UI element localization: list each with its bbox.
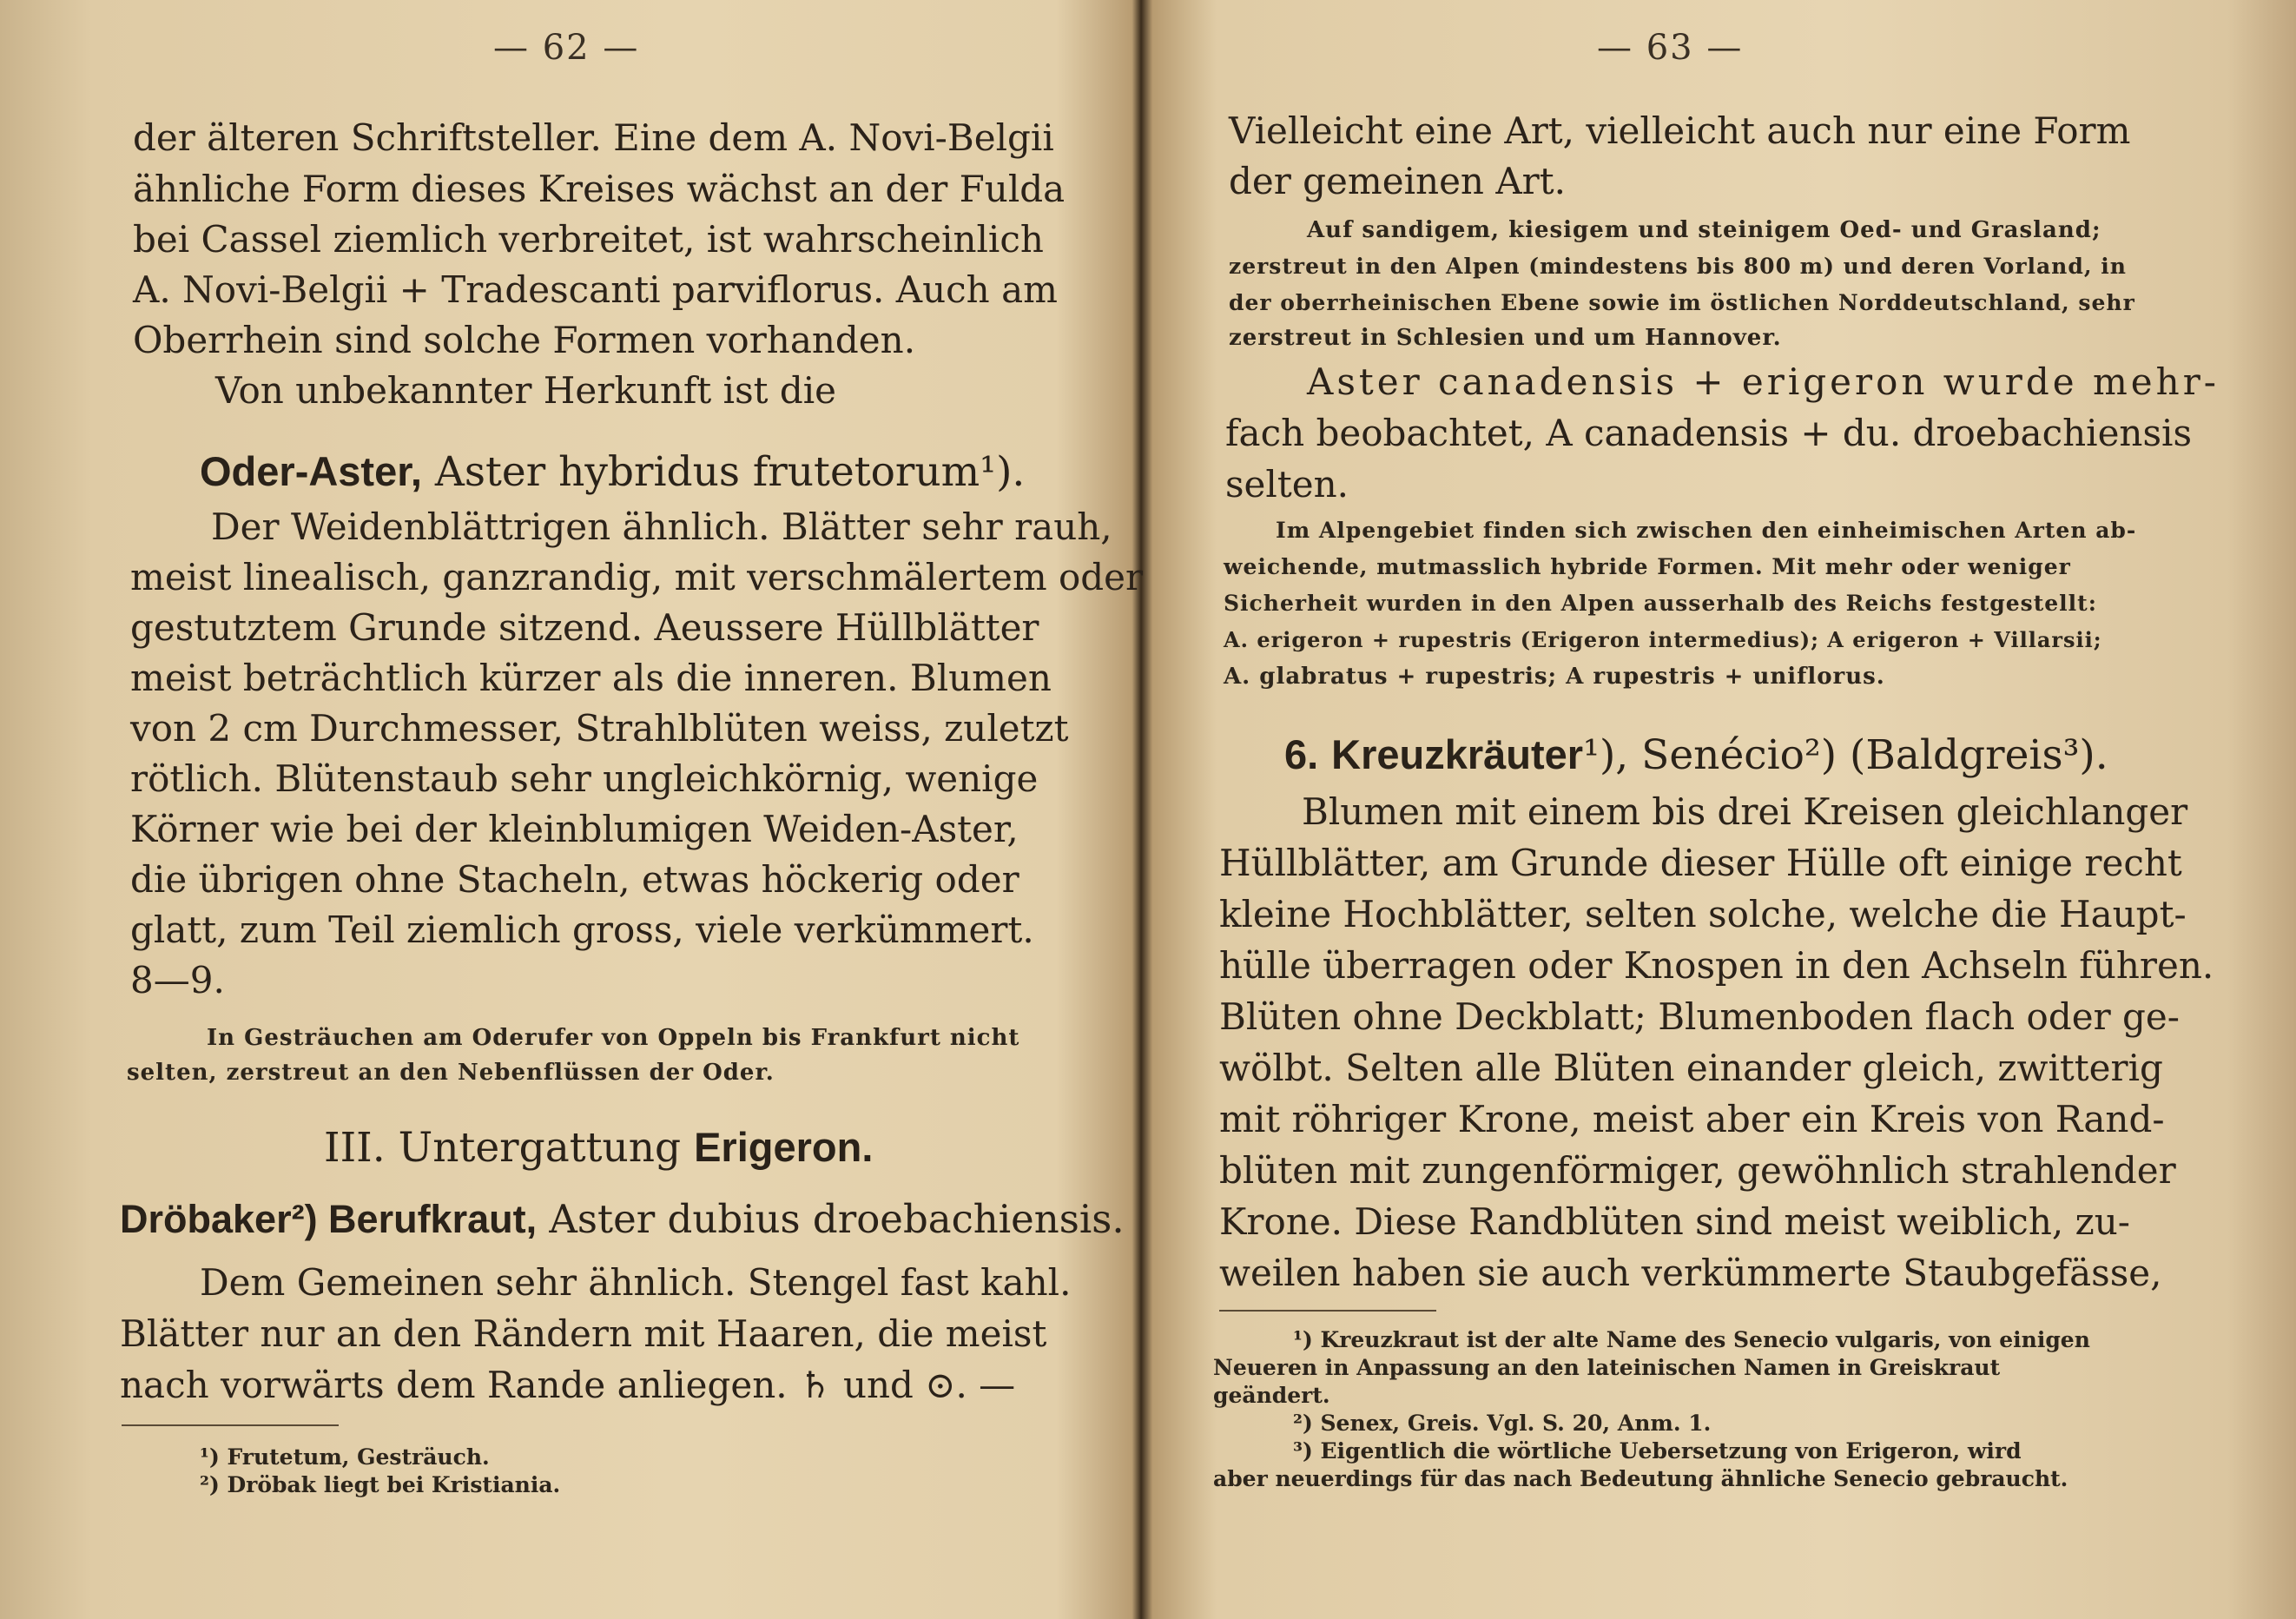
text-line: nach vorwärts dem Rande anliegen. ♄ und ⊙. — — [120, 1364, 1016, 1406]
text-line: der gemeinen Art. — [1229, 160, 1566, 202]
heading-rest: Aster dubius droebachiensis. — [537, 1196, 1125, 1242]
text-line: Körner wie bei der kleinblumigen Weiden-Aster, — [130, 808, 1019, 850]
text-line: selten. — [1225, 463, 1349, 506]
hybrid-note: A. glabratus + rupestris; A rupestris + uniflorus. — [1224, 664, 1885, 690]
footnote: ¹) Kreuzkraut ist der alte Name des Senecio vulgaris, von einigen — [1293, 1327, 2090, 1352]
text-line: 8—9. — [130, 959, 225, 1001]
text-line: Hüllblätter, am Grunde dieser Hülle oft einige recht — [1219, 842, 2182, 884]
subgenus-plain: III. Untergattung — [324, 1124, 695, 1172]
hybrid-note: A. erigeron + rupestris (Erigeron intermedius); A erigeron + Villarsii; — [1224, 627, 2102, 652]
locality-note: selten, zerstreut an den Nebenflüssen der Oder. — [127, 1060, 775, 1086]
locality-note: der oberrheinischen Ebene sowie im östlichen Norddeutschland, sehr — [1229, 290, 2135, 315]
text-line: weilen haben sie auch verkümmerte Staubgefässe, — [1219, 1252, 2162, 1294]
footnote-rule — [122, 1424, 339, 1426]
heading-bold: Oder-Aster, — [200, 448, 422, 494]
locality-note: In Gesträuchen am Oderufer von Oppeln bis Frankfurt nicht — [207, 1025, 1020, 1051]
text-line: Blätter nur an den Rändern mit Haaren, die meist — [120, 1312, 1047, 1355]
genus-heading-kreuzkraeuter — [1284, 728, 2108, 783]
text-line: Blumen mit einem bis drei Kreisen gleichlanger — [1302, 790, 2188, 833]
page-number: — 63 — — [1597, 28, 1744, 68]
text-line: blüten mit zungenförmiger, gewöhnlich strahlender — [1219, 1149, 2176, 1192]
species-heading-droebaker — [120, 1193, 1125, 1246]
heading-bold: Kreuzkräuter — [1331, 731, 1584, 777]
footnote-rule — [1219, 1310, 1436, 1312]
text-line: Krone. Diese Randblüten sind meist weiblich, zu- — [1219, 1200, 2130, 1243]
locality-note: zerstreut in den Alpen (mindestens bis 800 m) und deren Vorland, in — [1229, 254, 2127, 279]
footnote: ²) Senex, Greis. Vgl. S. 20, Anm. 1. — [1293, 1411, 1712, 1436]
text-line: mit röhriger Krone, meist aber ein Kreis von Rand- — [1219, 1098, 2165, 1140]
text-line: kleine Hochblätter, selten solche, welche die Haupt- — [1219, 893, 2187, 935]
subgenus-bold: Erigeron. — [694, 1124, 874, 1170]
text-line: Der Weidenblättrigen ähnlich. Blätter sehr rauh, — [211, 506, 1112, 548]
subgenus-heading — [324, 1120, 873, 1175]
text-line: Blüten ohne Deckblatt; Blumenboden flach oder ge- — [1219, 995, 2180, 1038]
text-line: Oberrhein sind solche Formen vorhanden. — [133, 319, 916, 361]
text-line: glatt, zum Teil ziemlich gross, viele verkümmert. — [130, 909, 1034, 951]
footnote: ²) Dröbak liegt bei Kristiania. — [200, 1472, 561, 1497]
text-line: bei Cassel ziemlich verbreitet, ist wahrscheinlich — [133, 218, 1044, 261]
text-line: meist beträchtlich kürzer als die inneren. Blumen — [130, 657, 1052, 699]
heading-bold: Dröbaker²) Berufkraut, — [120, 1197, 538, 1241]
heading-rest: Aster hybridus frutetorum¹). — [421, 448, 1026, 496]
text-line: A. Novi-Belgii + Tradescanti parviflorus. Auch am — [133, 268, 1058, 311]
right-page — [1154, 0, 2296, 1619]
text-line: der älteren Schriftsteller. Eine dem A. Novi-Belgii — [133, 116, 1054, 159]
text-line: hülle überragen oder Knospen in den Achseln führen. — [1219, 944, 2214, 987]
text-line: von 2 cm Durchmesser, Strahlblüten weiss, zuletzt — [130, 707, 1069, 750]
footnote: ¹) Frutetum, Gesträuch. — [200, 1444, 490, 1470]
footnote: aber neuerdings für das nach Bedeutung ähnliche Senecio gebraucht. — [1213, 1466, 2068, 1491]
text-line: gestutztem Grunde sitzend. Aeussere Hüllblätter — [130, 606, 1039, 649]
footnote: Neueren in Anpassung an den lateinischen Namen in Greiskraut — [1213, 1355, 2001, 1380]
locality-note: zerstreut in Schlesien und um Hannover. — [1229, 325, 1782, 351]
text-line: Aster canadensis + erigeron wurde mehr- — [1307, 360, 2220, 403]
hybrid-note: Im Alpengebiet finden sich zwischen den einheimischen Arten ab- — [1276, 518, 2137, 543]
left-page — [0, 0, 1142, 1619]
text-line: Vielleicht eine Art, vielleicht auch nur eine Form — [1229, 109, 2131, 152]
locality-note: Auf sandigem, kiesigem und steinigem Oed- und Grasland; — [1307, 217, 2101, 243]
text-line: ähnliche Form dieses Kreises wächst an der Fulda — [133, 168, 1066, 210]
heading-rest: ¹), Senécio²) (Baldgreis³). — [1583, 731, 2108, 779]
page-number: — 62 — — [493, 28, 640, 68]
hybrid-note: Sicherheit wurden in den Alpen ausserhalb des Reichs festgestellt: — [1224, 591, 2097, 616]
footnote: geändert. — [1213, 1383, 1330, 1408]
species-heading-oder-aster — [200, 445, 1025, 499]
section-number: 6. — [1284, 731, 1319, 777]
text-line: fach beobachtet, A canadensis + du. droebachiensis — [1225, 412, 2193, 454]
text-line: Dem Gemeinen sehr ähnlich. Stengel fast kahl. — [200, 1261, 1072, 1304]
text-line: Von unbekannter Herkunft ist die — [215, 369, 837, 412]
hybrid-note: weichende, mutmasslich hybride Formen. Mit mehr oder weniger — [1224, 554, 2071, 579]
footnote: ³) Eigentlich die wörtliche Uebersetzung von Erigeron, wird — [1293, 1438, 2022, 1464]
text-line: rötlich. Blütenstaub sehr ungleichkörnig, wenige — [130, 757, 1039, 800]
text-line: wölbt. Selten alle Blüten einander gleich, zwitterig — [1219, 1047, 2163, 1089]
text-line: die übrigen ohne Stacheln, etwas höckerig oder — [130, 858, 1019, 901]
text-line: meist linealisch, ganzrandig, mit verschmälertem oder — [130, 556, 1144, 598]
